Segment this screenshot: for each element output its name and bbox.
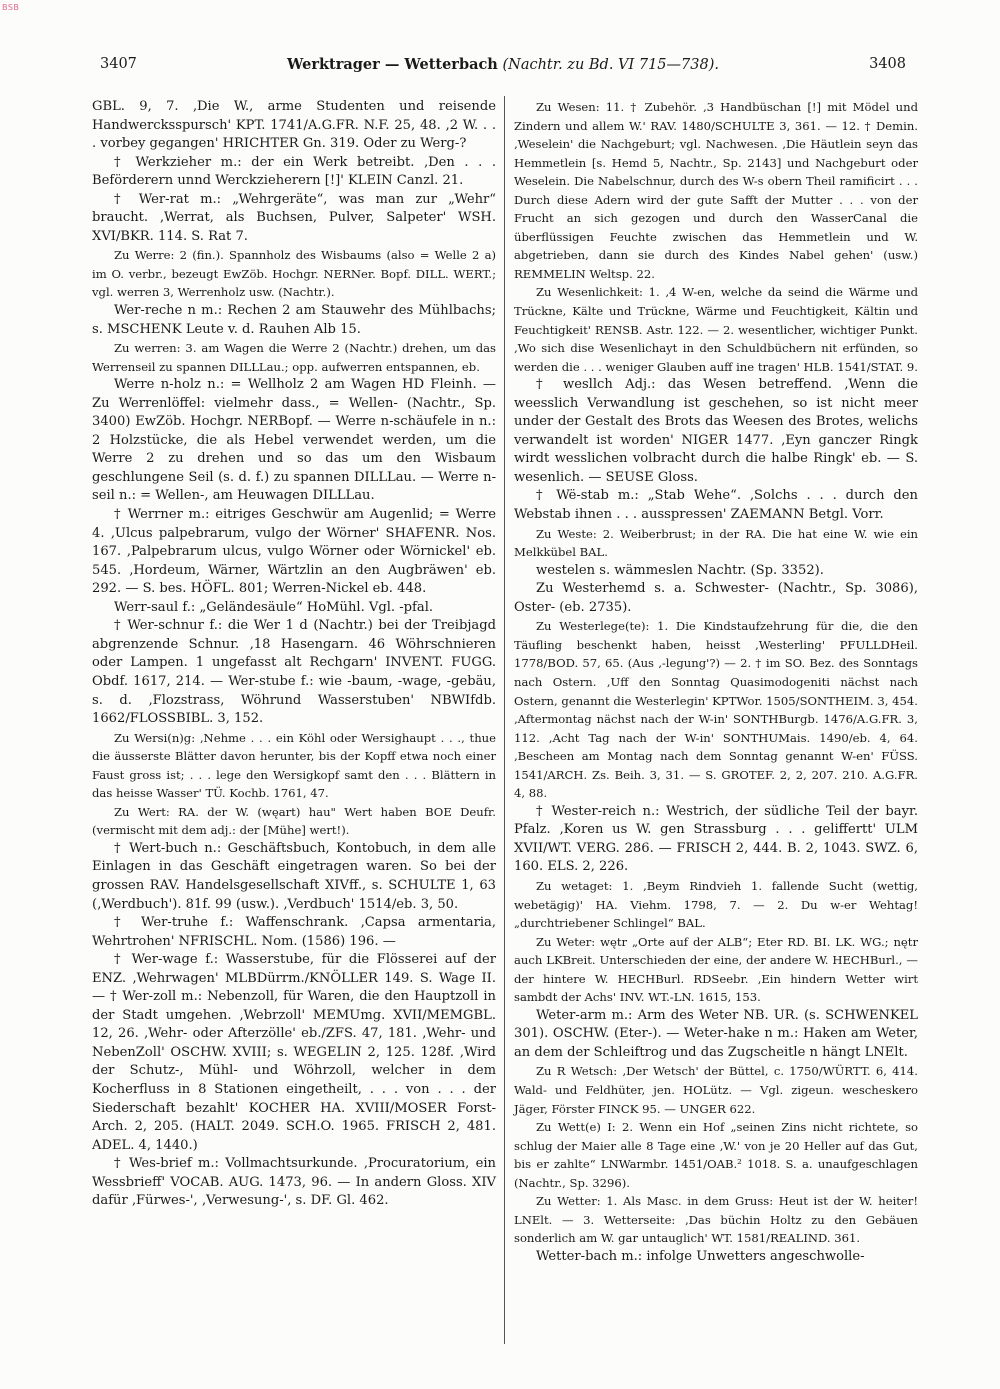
entry: † Wë-stab m.: „Stab Wehe“. ‚Solchs . . . durch den Webstab ihnen . . . ausspressen' ZAEMANN Betgl. Vorr. [514, 488, 918, 523]
entry: Zu werren: 3. am Wagen die Werre 2 (Nachtr.) drehen, um das Werrenseil zu spannen DILLLau.; opp. aufwerren entspannen, eb. [92, 341, 496, 374]
entry: Werre n-holz n.: = Wellholz 2 am Wagen HD Fleinh. — Zu Werrenlöffel: vielmehr dass., = Wellen- (Nachtr., Sp. 3400) EwZöb. Hochgr. NERBopf. — Werre n-schäufele in n.: 2 Holzstücke, die als Hebel verwendet werden, um die Werre 2 zu drehen und so das um den Wisbaum geschlungene Seil (s. d. f.) zu spannen DILLLau. — Werre n-seil n.: = Wellen-, am Heuwagen DILLLau. [92, 377, 496, 504]
entry: Zu wetaget: 1. ‚Beym Rindvieh 1. fallende Sucht (wettig, webetägig)' HA. Viehm. 1798, 7. — 2. Du w-er Wehtag! „durchtriebener Schlingel“ BAL. [514, 878, 918, 931]
entry: † Wert-buch n.: Geschäftsbuch, Kontobuch, in dem alle Einlagen in das Geschäft eingetragen waren. So bei der grossen RAV. Handelsgesellschaft XIVff., s. SCHULTE 1, 63 (‚Werdbuch'). 81f. 99 (usw.). ‚Verdbuch' 1514/eb. 3, 50. [92, 840, 496, 912]
entry: Zu Westerhemd s. a. Schwester- (Nachtr., Sp. 3086), Oster- (eb. 2735). [514, 581, 918, 615]
entry: † Wer-schnur f.: die Wer 1 d (Nachtr.) bei der Treibjagd abgrenzende Schnur. ‚18 Hasengarn. 46 Wöhrschnieren oder Lampen. 1 ungefasst alt Rechgarn' INVENT. FUGG. Obdf. 1617, 214. — Wer-stube f.: wie -baum, -wage, -gebäu, s. d. ‚Flozstrass, Wöhrund Wasserstuben' NBWIfdb. 1662/FLOSSBIBL. 3, 152. [92, 618, 496, 727]
entry: † Wer-wage f.: Wasserstube, für die Flösserei auf der ENZ. ‚Wehrwagen' MLBDürrm./KNÖLLER 149. S. Wage II. — † Wer-zoll m.: Nebenzoll, für Waren, die den Hauptzoll in der Stadt umgehen. ‚Webrzoll' MEMUmg. XVII/MEMGBL. 12, 26. ‚Wehr- oder Afterzölle' eb./ZFS. 47, 181. ‚Wehr- und NebenZoll' OSCHW. XVIII; s. WEGELIN 2, 125. 128f. ‚Wird der Schutz-, Mühl- und Wöhrzoll, welcher in dem Kocherfluss in 8 Stationen eingetheilt, . . . von . . . der Siederschaft bezahlt' KOCHER HA. XVIII/MOSER Forst-Arch. 2, 205. (HALT. 2049. SCH.O. 1965. FRISCH 2, 481. ADEL. 4, 1440.) [92, 952, 496, 1153]
column-divider [504, 96, 505, 1344]
entry: † Wester-reich n.: Westrich, der südliche Teil der bayr. Pfalz. ‚Koren us W. gen Strassburg . . . geliffertt' ULM XVII/WT. VERG. 286. — FRISCH 2, 444. B. 2, 1043. SWZ. 6, 160. ELS. 2, 226. [514, 803, 918, 875]
entry: Zu Wesen: 11. † Zubehör. ‚3 Handbüschan [!] mit Mödel und Zindern und allem W.' RAV. 1480/SCHULTE 3, 361. — 12. † Demin. ‚Weselein' die Nachgeburt; vgl. Nachwesen. ‚Die Häutlein seyn das Hemmetlein [s. Hemd 5, Nachtr., Sp. 2143] und Nachgeburt oder Weselein. Die Nabelschnur, durch des W-s obern Theil ramificirt . . . Durch diese Adern wird der gute Safft der Mutter . . . von der Frucht an sich gezogen und durch den WasserCanal die überflüssigen Feuchte zwischen das Hemmetlein und W. abgetrieben, dann sie durch des Kindes Nabel gehen' (usw.) REMMELIN Weltsp. 22. [514, 100, 918, 281]
header-subtitle: (Nachtr. zu Bd. VI 715—738). [502, 57, 719, 73]
entry: † Wes-brief m.: Vollmachtsurkunde. ‚Procuratorium, ein Wessbrieff' VOCAB. AUG. 1473, 96. — In andern Gloss. XIV dafür ‚Fürwes-', ‚Verwesung-', s. DF. Gl. 462. [92, 1156, 496, 1209]
entry: Wetter-bach m.: infolge Unwetters angeschwolle- [536, 1248, 865, 1264]
running-title [100, 56, 906, 73]
entry: Zu Wett(e) I: 2. Wenn ein Hof „seinen Zins nicht richtete, so schlug der Maier alle 8 Tage eine ‚W.' von je 20 Heller auf das Gut, bis er zahlte“ LNWarmbr. 1451/OAB.² 1018. S. a. unaufgeschlagen (Nachtr., Sp. 3296). [514, 1120, 918, 1190]
entry: Zu Weste: 2. Weiberbrust; in der RA. Die hat eine W. wie ein Melkkübel BAL. [514, 526, 918, 560]
entry: Zu Wetter: 1. Als Masc. in dem Gruss: Heut ist der W. heiter! LNElt. — 3. Wetterseite: ‚Das büchin Holtz zu den Gebäuen sonderlich am W. gar untauglich' WT. 1581/REALIND. 361. [514, 1194, 918, 1246]
entry: Weter-arm m.: Arm des Weter NB. UR. (s. SCHWENKEL 301). OSCHW. (Eter-). — Weter-hake n m.: Haken am Weter, an dem der Schleiftrog und das Zugscheitle n hängt LNElt. [514, 1007, 918, 1060]
entry: Zu R Wetsch: ‚Der Wetsch' der Büttel, c. 1750/WÜRTT. 6, 414. Wald- und Feldhüter, jen. HOLütz. — Vgl. zigeun. wescheskero Jäger, Förster FINCK 95. — UNGER 622. [514, 1064, 918, 1116]
entry: Werr-saul f.: „Geländesäule“ HoMühl. Vgl. -pfal. [114, 599, 434, 615]
page-header [100, 56, 906, 78]
entry: GBL. 9, 7. ‚Die W., arme Studenten und reisende Handwercksspursch' KPT. 1741/A.G.FR. N.F. 25, 48. ‚2 W. . . . vorbey gegangen' HRICHTER Gn. 319. Oder zu Werg-? [92, 99, 496, 152]
entry: Wer-reche n m.: Rechen 2 am Stauwehr des Mühlbachs; s. MSCHENK Leute v. d. Rauhen Alb 15. [92, 303, 496, 337]
entry: Zu Wesenlichkeit: 1. ‚4 W-en, welche da seind die Wärme und Trückne, Kälte und Trückne, Wärme und Feuchtigkeit, Kältin und Feuchtigkeit' RENSB. Astr. 122. — 2. wesentlicher, wichtiger Punkt. ‚Wo sich dise Wesenlichayt in den Schuldbüchern nit erfünden, so werden die . . . weniger Glauben auff ine tragen' HLB. 1541/STAT. 9. [514, 285, 918, 374]
entry: Zu Weter: wętr „Orte auf der ALB“; Eter RD. BI. LK. WG.; nętr auch LKBreit. Unterschieden der eine, der andere W. HECHBurl., — der hintere W. HECHBurl. RDSeebr. ‚Ein hindern Wetter wirt sambdt der Achs' INV. WT.-LN. 1615, 153. [514, 934, 918, 1005]
entry: Zu Westerlege(te): 1. Die Kindstaufzehrung für die, die den Täufling beschenkt haben, heisst ‚Westerling' PFULLDHeil. 1778/BOD. 57, 65. (Aus ‚-legung'?) — 2. † im SO. Bez. des Sonntags nach Ostern. ‚Uff den Sonntag Quasimodogeniti nächst nach Ostern, genannt die Westerlegin' KPTWor. 1505/SONTHEIM. 3, 454. ‚Aftermontag nächst nach der W-in' SONTHBurgb. 1476/A.G.FR. 3, 112. ‚Acht Tag nach der W-in' SONTHUMais. 1490/eb. 4, 64. ‚Bescheen am Montag nach dem Sonntag genannt W-en' FÜSS. 1541/ARCH. Zs. Beih. 3, 31. — S. GROTEF. 2, 2, 207. 210. A.G.FR. 4, 88. [514, 619, 918, 801]
entry: † Werkzieher m.: der ein Werk betreibt. ‚Den . . . Beförderern unnd Werckzieherern [!]' KLEIN Canzl. 21. [92, 154, 496, 189]
entry: † Wer-truhe f.: Waffenschrank. ‚Capsa armentaria, Wehrtrohen' NFRISCHL. Nom. (1586) 196. — [92, 915, 496, 949]
entry: westelen s. wämmeslen Nachtr. (Sp. 3352). [536, 562, 824, 578]
page-number-left: 3407 [100, 56, 137, 72]
left-column [92, 98, 496, 1211]
right-column [514, 98, 918, 1266]
entry: Zu Werre: 2 (fin.). Spannholz des Wisbaums (also = Welle 2 a) im O. verbr., bezeugt EwZöb. Hochgr. NERNer. Bopf. DILL. WERT.; vgl. werren 3, Werrenholz usw. (Nachtr.). [92, 248, 496, 300]
library-stamp: BSB [2, 3, 20, 12]
page-number-right: 3408 [869, 56, 906, 72]
entry: † wesllch Adj.: das Wesen betreffend. ‚Wenn die weesslich Verwandlung ist geschehen, so ist nicht meer under der Gestalt des Brots das Weesen des Brotes, welichs verwandelt ist worden' NIGER 1477. ‚Eyn ganczer Ringk wirdt wesslichen volbracht durch die halbe Ringk' eb. — S. wesenlich. — SEUSE Gloss. [514, 377, 918, 485]
entry: Zu Wert: RA. der W. (węart) hau" Wert haben BOE Deufr. (vermischt mit dem adj.: der [Mühe] wert!). [92, 804, 496, 838]
entry: † Wer-rat m.: „Wehrgeräte“, was man zur „Wehr“ braucht. ‚Werrat, als Buchsen, Pulver, Salpeter' WSH. XVI/BKR. 114. S. Rat 7. [92, 191, 496, 244]
header-title: Werktrager — Wetterbach [287, 56, 498, 73]
entry: Zu Wersi(n)g: ‚Nehme . . . ein Köhl oder Wersighaupt . . ., thue die äusserste Blätter davon herunter, bis der Kopff etwa noch einer Faust gross ist; . . . lege den Wersigkopf samt den . . . Blättern in das heisse Wasser' TÜ. Kochb. 1761, 47. [92, 730, 496, 801]
entry: † Werrner m.: eitriges Geschwür am Augenlid; = Werre 4. ‚Ulcus palpebrarum, vulgo der Wörner' SHAFENR. Nos. 167. ‚Palpebrarum ulcus, vulgo Wörner oder Wörnickel' eb. 545. ‚Hordeum, Wärner, Wärtzlin an den Augbräwen' eb. 292. — S. bes. HÖFL. 801; Werren-Nickel eb. 448. [92, 507, 496, 597]
